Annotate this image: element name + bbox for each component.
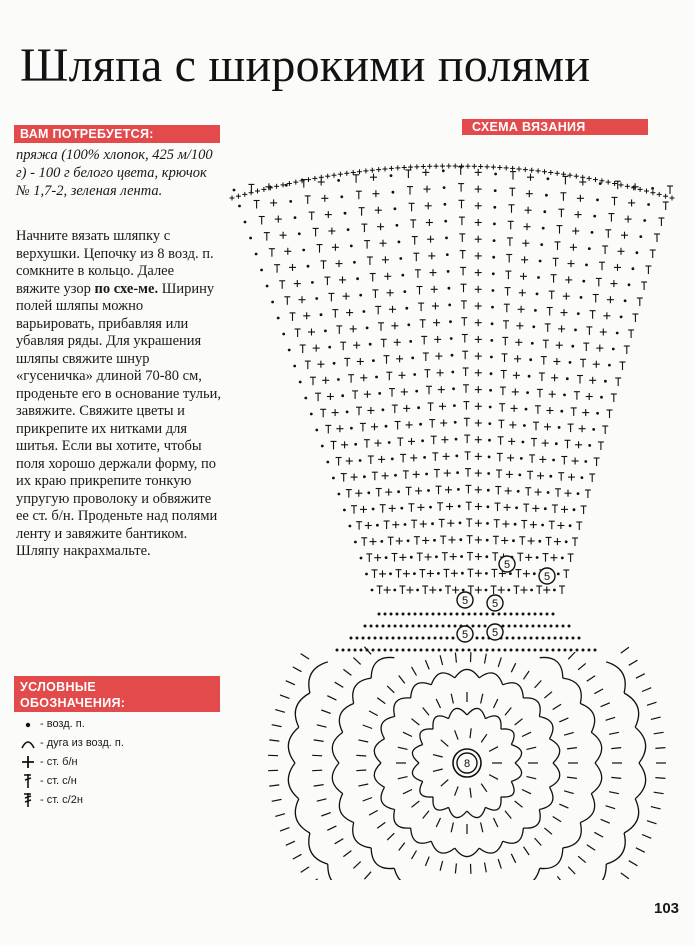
legend-item xyxy=(20,714,220,733)
diagram-markers xyxy=(457,556,555,773)
legend-heading-line2: ОБОЗНАЧЕНИЯ: xyxy=(20,696,126,710)
diagram-brim xyxy=(268,613,666,881)
crochet-diagram xyxy=(222,150,682,880)
page-number: 103 xyxy=(654,900,680,917)
instructions-bold: по схе-ме. xyxy=(94,280,159,297)
legend-item xyxy=(20,733,220,752)
repeat-marker xyxy=(457,592,473,608)
single-crochet-cross-icon xyxy=(20,754,36,770)
instructions-part2: Ширину полей шляпы можно варьировать, прибавляя или убавляя ряды. Для украшения шляпы свяжите шнур «гусеничка» длиной 70-80 см, проденьте его в основание тульи, завяжите. Свяжите цветы и прикрепите их нитками для шитья. Если вы хотите, чтобы поля хорошо держали форму, по их краю прикрепите тонкую упругую проволоку и обвяжите ее ст. б/н. Проденьте над полями ленту и завяжите бантиком. Шляпу накрахмальте. xyxy=(16,280,221,559)
instructions-text xyxy=(16,228,221,561)
materials-text: пряжа (100% хлопок, 425 м/100 г) - 100 г белого цвета, крючок № 1,7-2, зеленая лента. xyxy=(16,147,213,199)
chain-dot-icon xyxy=(20,716,36,732)
svg-text:8: 8 xyxy=(463,758,471,770)
page-title: Шляпа с широкими полями xyxy=(20,39,591,92)
svg-text:5: 5 xyxy=(491,627,499,639)
repeat-marker xyxy=(457,626,473,642)
treble-crochet-icon xyxy=(20,792,36,808)
legend-label: - ст. с/2н xyxy=(40,793,83,806)
requirements-heading: ВАМ ПОТРЕБУЕТСЯ: xyxy=(14,125,220,143)
repeat-marker xyxy=(487,595,503,611)
legend-item xyxy=(20,771,220,790)
legend-label: - ст. б/н xyxy=(40,755,78,768)
legend-item xyxy=(20,790,220,809)
scheme-heading: СХЕМА ВЯЗАНИЯ xyxy=(462,119,648,135)
repeat-marker xyxy=(499,556,515,572)
svg-text:5: 5 xyxy=(503,559,511,571)
svg-text:5: 5 xyxy=(543,571,551,583)
center-ring-label xyxy=(457,753,477,773)
legend-label: - дуга из возд. п. xyxy=(40,736,124,749)
repeat-marker xyxy=(539,568,555,584)
legend-heading xyxy=(14,676,220,712)
legend-list xyxy=(20,714,220,809)
svg-text:5: 5 xyxy=(461,595,469,607)
legend-heading-line1: УСЛОВНЫЕ xyxy=(20,680,97,694)
repeat-marker xyxy=(487,624,503,640)
chain-arc-icon xyxy=(20,735,36,751)
legend-label: - возд. п. xyxy=(40,717,85,730)
legend-label: - ст. с/н xyxy=(40,774,77,787)
instructions-part1: Начните вязать шляпку с верхушки. Цепочку из 8 возд. п. сомкните в кольцо. Далее вяжите узор xyxy=(16,228,214,297)
svg-text:5: 5 xyxy=(491,598,499,610)
svg-text:5: 5 xyxy=(461,629,469,641)
diagram-crown xyxy=(230,164,675,595)
legend-item xyxy=(20,752,220,771)
double-crochet-icon xyxy=(20,773,36,789)
